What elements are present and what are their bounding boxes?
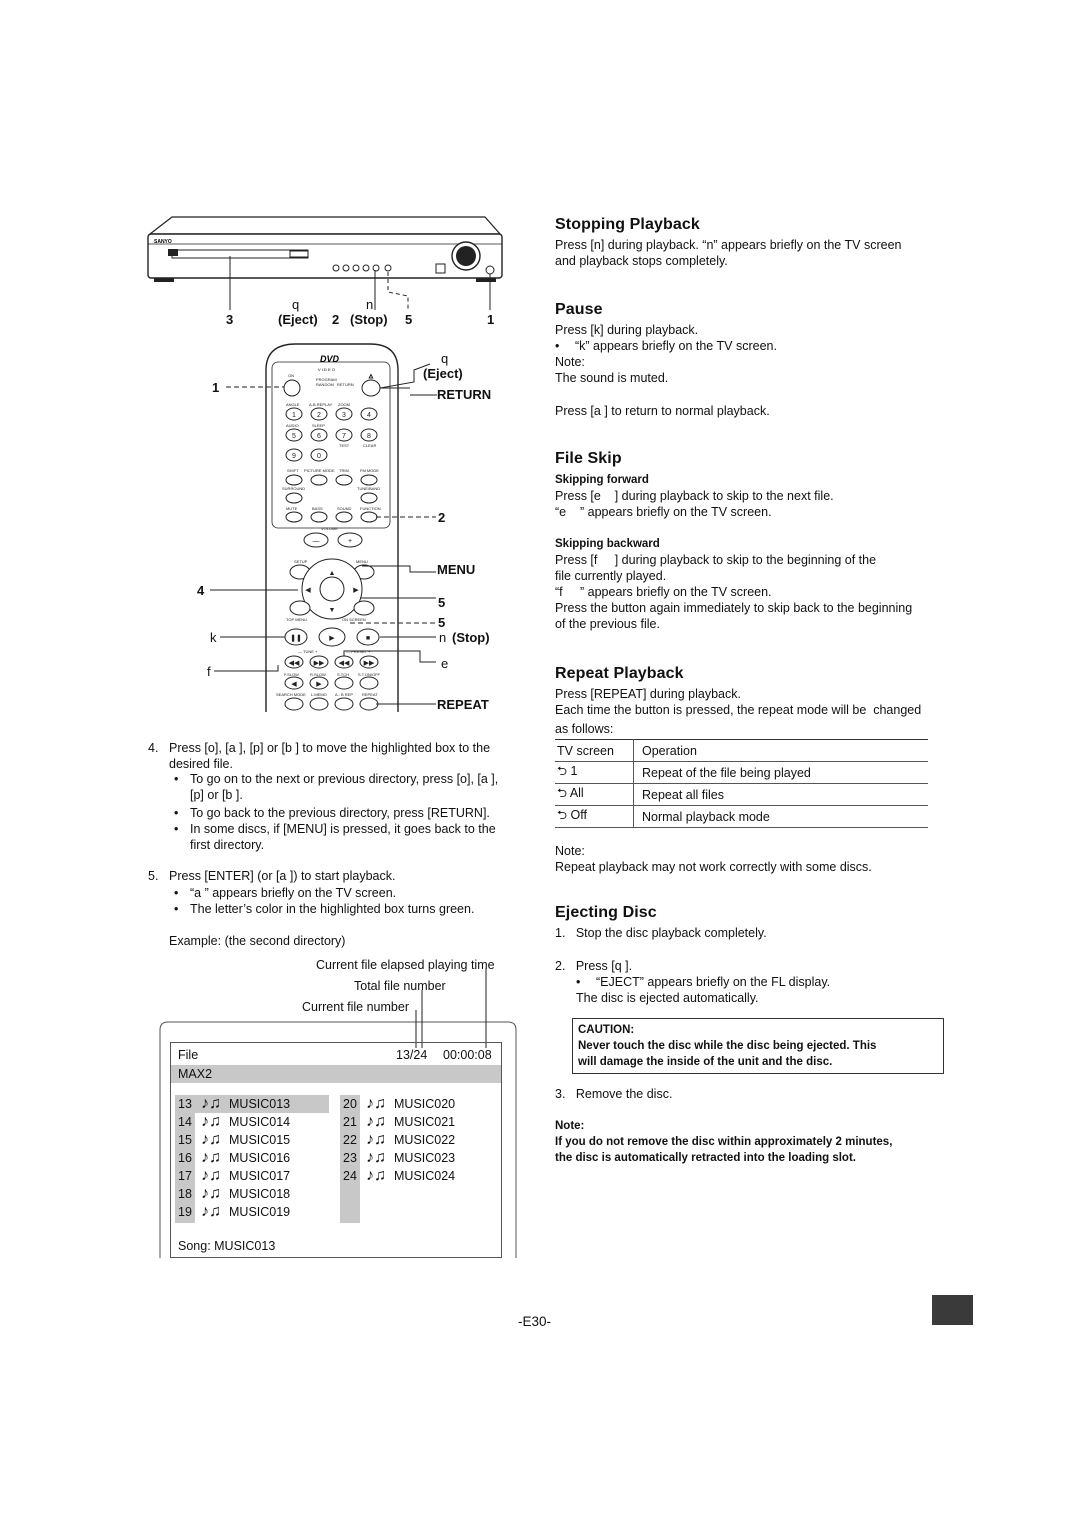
music-note-icon: ♪♫ — [201, 1185, 221, 1202]
file-name[interactable]: MUSIC019 — [229, 1205, 291, 1219]
remote-fmmode-text: FM MODE — [360, 468, 379, 473]
music-note-icon: ♪♫ — [201, 1149, 221, 1166]
player-n-symbol: n — [366, 297, 374, 312]
player-callout-3: 3 — [226, 312, 234, 327]
svg-text:▶: ▶ — [316, 681, 322, 688]
skip-forward-line-1: Press [e ] during playback to skip to the next file. — [555, 489, 834, 503]
remote-f-symbol: f — [207, 664, 211, 679]
step-5-text: Press [ENTER] (or [a ]) to start playback. — [169, 869, 396, 883]
step-4-bullet-3b: first directory. — [190, 838, 265, 852]
svg-text:▶▶: ▶▶ — [363, 660, 375, 667]
remote-test-text: TEST — [339, 443, 350, 448]
remote-callout-2: 2 — [438, 510, 446, 525]
remote-abrep-text: A - B REP — [335, 692, 354, 697]
skip-backward-line-1: Press [f ] during playback to skip to the beginning of the — [555, 553, 877, 567]
caution-line-2: will damage the inside of the unit and the disc. — [578, 1056, 833, 1068]
repeat-mode-table — [555, 739, 928, 828]
file-name[interactable]: MUSIC017 — [229, 1169, 291, 1183]
player-brand: SANYO — [154, 239, 172, 245]
remote-digit-1: 1 — [292, 412, 296, 419]
eject-step-2: 2. Press [q ]. — [555, 959, 633, 973]
remote-k-symbol: k — [210, 630, 217, 645]
svg-text:▼: ▼ — [328, 607, 336, 614]
repeat-screen-1: 1 — [570, 764, 578, 778]
skip-backward-line-2: file currently played. — [555, 569, 667, 583]
table-header-row — [555, 740, 928, 762]
repeat-note-label: Note: — [555, 844, 585, 858]
pause-heading: Pause — [555, 301, 603, 318]
file-index: 16 — [178, 1151, 192, 1165]
caution-title: CAUTION: — [578, 1024, 635, 1036]
remote-mute-text: MUTE — [286, 506, 298, 511]
eject-note-line-2: the disc is automatically retracted into the loading slot. — [555, 1152, 856, 1164]
skip-backward-line-3: “f ” appears briefly on the TV screen. — [555, 585, 772, 599]
remote-digit-6: 6 — [317, 433, 321, 440]
file-name[interactable]: MUSIC022 — [394, 1133, 456, 1147]
remote-return-text: RETURN — [337, 382, 354, 387]
remote-onscreen-text: ON SCREEN — [342, 617, 366, 622]
svg-text:▶: ▶ — [329, 635, 335, 642]
step-4-bullet-1: To go on to the next or previous directory, press [o], [a ], — [190, 772, 499, 786]
music-note-icon: ♪♫ — [366, 1113, 386, 1130]
remote-e-symbol: e — [441, 656, 449, 671]
pause-muted-text: The sound is muted. — [555, 371, 669, 385]
step-4-text: Press [o], [a ], [p] or [b ] to move the highlighted box to the — [169, 741, 491, 755]
step-4-text-2: desired file. — [169, 757, 233, 771]
file-index: 22 — [343, 1133, 357, 1147]
step-4-bullet-1b: [p] or [b ]. — [190, 788, 243, 802]
music-note-icon: ♪♫ — [201, 1113, 221, 1130]
screen-file-label: File — [178, 1048, 199, 1062]
remote-random-text: RANDOM — [316, 382, 334, 387]
svg-text:■: ■ — [365, 635, 371, 642]
file-index: 21 — [343, 1115, 357, 1129]
ejecting-disc-heading: Ejecting Disc — [555, 904, 657, 921]
example-caption: Example: (the second directory) — [169, 934, 346, 948]
remote-setup-text: SETUP — [294, 559, 308, 564]
stopping-line-1: Press [n] during playback. “n” appears briefly on the TV screen — [555, 238, 902, 252]
music-note-icon: ♪♫ — [366, 1167, 386, 1184]
remote-digit-5: 5 — [292, 433, 296, 440]
stopping-line-2: and playback stops completely. — [555, 254, 728, 268]
file-index: 20 — [343, 1097, 357, 1111]
table-header-tv-screen: TV screen — [555, 740, 634, 762]
remote-audio-text: AUDIO — [286, 423, 299, 428]
remote-repeat-label: REPEAT — [437, 697, 489, 712]
pause-line-1: Press [k] during playback. — [555, 323, 699, 337]
remote-digit-3: 3 — [342, 412, 346, 419]
remote-abreplay-text: A-B REPLAY — [309, 402, 333, 407]
stopping-playback-heading: Stopping Playback — [555, 216, 700, 233]
remote-dvd-logo: DVD — [320, 354, 340, 364]
remote-on-text: ON — [288, 373, 294, 378]
remote-video-text: V I D E O — [318, 367, 335, 372]
file-index: 19 — [178, 1205, 192, 1219]
repeat-line-2: Each time the button is pressed, the repeat mode will be changed — [555, 703, 922, 717]
file-index: 13 — [178, 1097, 192, 1111]
callout-current-file: Current file number — [302, 1000, 409, 1014]
pause-note-label: Note: — [555, 355, 585, 369]
step-5-bullet-2: The letter’s color in the highlighted box turns green. — [190, 902, 475, 916]
remote-digit-7: 7 — [342, 433, 346, 440]
player-callout-1: 1 — [487, 312, 495, 327]
music-note-icon: ♪♫ — [201, 1131, 221, 1148]
svg-text:▲: ▲ — [328, 570, 336, 577]
remote-digit-9: 9 — [292, 453, 296, 460]
remote-stch-text: S.TCH — [337, 672, 349, 677]
eject-note-label: Note: — [555, 1120, 585, 1132]
file-index: 24 — [343, 1169, 357, 1183]
player-callout-2: 2 — [332, 312, 340, 327]
repeat-line-1: Press [REPEAT] during playback. — [555, 687, 741, 701]
svg-text:+: + — [347, 538, 353, 545]
table-header-operation: Operation — [634, 740, 929, 762]
music-note-icon: ♪♫ — [366, 1095, 386, 1112]
music-note-icon: ♪♫ — [366, 1149, 386, 1166]
table-row — [555, 784, 928, 806]
music-note-icon: ♪♫ — [201, 1203, 221, 1220]
remote-fslow-text: F.SLOW — [284, 672, 299, 677]
repeat-icon: ⮌ — [557, 786, 568, 800]
repeat-playback-heading: Repeat Playback — [555, 665, 684, 682]
repeat-op-1: Repeat of the file being played — [634, 762, 929, 784]
remote-eject-label: (Eject) — [423, 366, 463, 381]
svg-text:◀◀: ◀◀ — [288, 660, 300, 667]
remote-lmemo-text: L.MEMO — [311, 692, 327, 697]
remote-surround-text: SURROUND — [282, 486, 306, 491]
remote-menu-label: MENU — [437, 562, 476, 577]
eject-note-line-1: If you do not remove the disc within approximately 2 minutes, — [555, 1136, 893, 1148]
file-name[interactable]: MUSIC024 — [394, 1169, 456, 1183]
svg-text:◀: ◀ — [291, 681, 297, 688]
skipping-backward-heading: Skipping backward — [555, 538, 660, 550]
svg-text:▲: ▲ — [368, 374, 374, 380]
remote-callout-1: 1 — [212, 380, 220, 395]
eject-step-2-bullet: “EJECT” appears briefly on the FL display. — [596, 975, 831, 989]
remote-rslow-text: R.SLOW — [310, 672, 326, 677]
eject-step-2-after: The disc is ejected automatically. — [576, 991, 759, 1005]
remote-callout-5a: 5 — [438, 595, 446, 610]
repeat-screen-3: Off — [570, 808, 587, 822]
remote-tuneband-text: TUNE/BAND — [357, 486, 381, 491]
tv-file-browser-screen — [170, 1042, 502, 1258]
remote-function-text: FUNCTION — [360, 506, 381, 511]
remote-topmenu-text: TOP MENU — [286, 617, 307, 622]
remote-callout-5b: 5 — [438, 615, 446, 630]
player-q-symbol: q — [292, 297, 300, 312]
svg-text:▶▶: ▶▶ — [313, 660, 325, 667]
remote-stonoff-text: S.T.ON/OFF — [358, 672, 380, 677]
svg-text:◀: ◀ — [305, 587, 311, 594]
remote-n-symbol: n — [439, 630, 447, 645]
remote-sleep-text: SLEEP — [312, 423, 325, 428]
repeat-icon: ⮌ — [557, 808, 568, 822]
remote-trim-text: TRIM — [339, 468, 349, 473]
repeat-icon: ⮌ — [557, 764, 568, 778]
pause-resume-text: Press [a ] to return to normal playback. — [555, 404, 770, 418]
remote-repeat-text: REPEAT — [362, 692, 378, 697]
file-name[interactable]: MUSIC014 — [229, 1115, 291, 1129]
music-note-icon: ♪♫ — [201, 1167, 221, 1184]
remote-digit-2: 2 — [317, 412, 321, 419]
screen-folder-name: MAX2 — [178, 1067, 213, 1081]
pause-bullet: “k” appears briefly on the TV screen. — [575, 339, 777, 353]
svg-text:❚❚: ❚❚ — [290, 635, 302, 642]
music-note-icon: ♪♫ — [201, 1095, 221, 1112]
music-note-icon: ♪♫ — [366, 1131, 386, 1148]
file-index: 15 — [178, 1133, 192, 1147]
file-name[interactable]: MUSIC015 — [229, 1133, 291, 1147]
remote-picture-text: PICTURE MODE — [304, 468, 335, 473]
remote-tune-text: — TUNE + — [298, 649, 318, 654]
svg-text:—: — — [312, 538, 320, 545]
table-row — [555, 806, 928, 828]
remote-stop-label: (Stop) — [452, 630, 490, 645]
repeat-note-text: Repeat playback may not work correctly with some discs. — [555, 860, 872, 874]
file-index: 17 — [178, 1169, 192, 1183]
step-5-bullet-1: “a ” appears briefly on the TV screen. — [190, 886, 397, 900]
eject-step-3: 3. Remove the disc. — [555, 1087, 673, 1101]
remote-digit-8: 8 — [367, 433, 371, 440]
file-name[interactable]: MUSIC021 — [394, 1115, 456, 1129]
file-index: 14 — [178, 1115, 192, 1129]
file-name[interactable]: MUSIC018 — [229, 1187, 291, 1201]
caution-line-1: Never touch the disc while the disc being ejected. This — [578, 1040, 877, 1052]
file-index: 23 — [343, 1151, 357, 1165]
remote-program-text: PROGRAM — [316, 377, 337, 382]
svg-text:◀◀: ◀◀ — [338, 660, 350, 667]
callout-total-files: Total file number — [354, 979, 446, 993]
remote-callout-4: 4 — [197, 583, 205, 598]
file-name[interactable]: MUSIC023 — [394, 1151, 456, 1165]
remote-q-symbol: q — [441, 351, 449, 366]
screen-song-name: Song: MUSIC013 — [178, 1239, 276, 1253]
file-name[interactable]: MUSIC020 — [394, 1097, 456, 1111]
remote-angle-text: ANGLE — [286, 402, 300, 407]
player-callout-5: 5 — [405, 312, 413, 327]
remote-digit-0: 0 — [317, 453, 321, 460]
callout-elapsed-time: Current file elapsed playing time — [316, 958, 495, 972]
remote-menu-text: MENU — [356, 559, 368, 564]
remote-clear-text: CLEAR — [363, 443, 377, 448]
file-name[interactable]: MUSIC016 — [229, 1151, 291, 1165]
step-4-bullet-2: To go back to the previous directory, press [RETURN]. — [190, 806, 490, 820]
skip-backward-line-5: of the previous file. — [555, 617, 660, 631]
repeat-op-3: Normal playback mode — [634, 806, 929, 828]
player-stop-label: (Stop) — [350, 312, 388, 327]
step-5-number: 5. — [148, 869, 159, 883]
skipping-forward-heading: Skipping forward — [555, 474, 649, 486]
remote-preset-text: — PRESET + — [346, 649, 371, 654]
remote-zoom-text: ZOOM — [338, 402, 350, 407]
file-skip-heading: File Skip — [555, 450, 622, 467]
file-index: 18 — [178, 1187, 192, 1201]
file-name[interactable]: MUSIC013 — [229, 1097, 291, 1111]
screen-file-count: 13/24 — [396, 1048, 428, 1062]
page-tab-marker — [932, 1295, 973, 1325]
skip-forward-line-2: “e ” appears briefly on the TV screen. — [555, 505, 772, 519]
step-4-bullet-3: In some discs, if [MENU] is pressed, it goes back to the — [190, 822, 496, 836]
eject-step-1: 1. Stop the disc playback completely. — [555, 926, 767, 940]
remote-sound-text: SOUND — [337, 506, 352, 511]
caution-box — [572, 1018, 944, 1074]
repeat-screen-2: All — [569, 786, 584, 800]
remote-bass-text: BASS — [312, 506, 323, 511]
remote-shift-text: SHIFT — [287, 468, 299, 473]
svg-text:▶: ▶ — [353, 587, 359, 594]
step-4-number: 4. — [148, 741, 159, 755]
page-number: -E30- — [518, 1314, 552, 1329]
table-row — [555, 762, 928, 784]
dvd-player-illustration — [140, 212, 510, 327]
remote-digit-4: 4 — [367, 412, 371, 419]
screen-elapsed-time: 00:00:08 — [443, 1048, 492, 1062]
player-eject-label: (Eject) — [278, 312, 318, 327]
remote-searchmode-text: SEARCH MODE — [276, 692, 306, 697]
remote-return-label: RETURN — [437, 387, 492, 402]
repeat-op-2: Repeat all files — [634, 784, 929, 806]
skip-backward-line-4: Press the button again immediately to skip back to the beginning — [555, 601, 913, 615]
remote-volume-text: VOLUME — [321, 526, 338, 531]
repeat-line-3: as follows: — [555, 722, 614, 736]
